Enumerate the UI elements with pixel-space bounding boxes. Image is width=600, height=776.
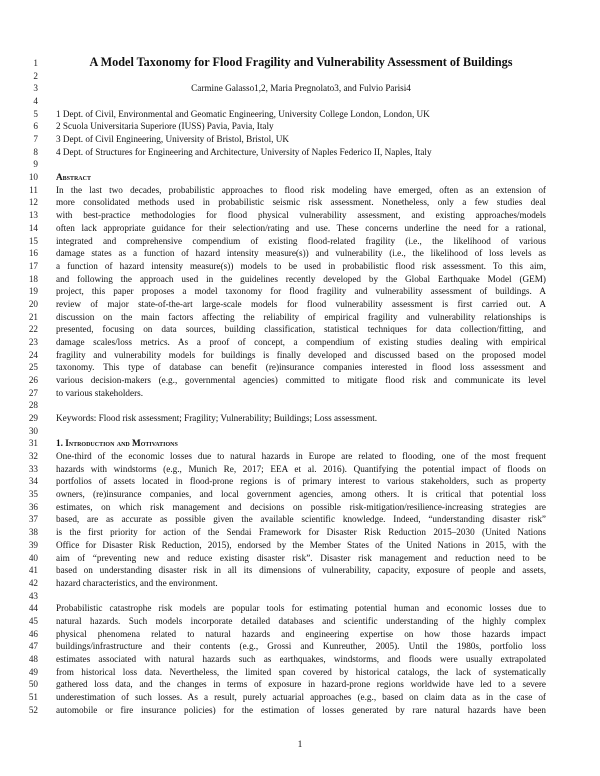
manuscript-line — [0, 564, 600, 576]
line-number: 39 — [28, 539, 38, 550]
section-heading: 1. Introduction and Motivations — [56, 438, 178, 449]
body-text-line: with best-practice methodologies for flood physical vulnerability assessment, and existing approaches/models — [56, 210, 546, 221]
line-number: 50 — [28, 679, 38, 690]
line-number: 22 — [28, 324, 38, 335]
line-number: 37 — [28, 514, 38, 525]
body-text-line: In the last two decades, probabilistic approaches to flood risk modeling have emerged, often as an extension of — [56, 184, 546, 195]
manuscript-line — [0, 222, 600, 234]
manuscript-line — [0, 184, 600, 196]
line-number: 18 — [28, 273, 38, 284]
body-text-line: gathered loss data, and the changes in terms of exposure in hazard-prone regions worldwide have led to a severe — [56, 679, 546, 690]
manuscript-line — [0, 539, 600, 551]
line-number: 13 — [28, 210, 38, 221]
line-number: 34 — [28, 476, 38, 487]
body-text-line: based, are as accurate as possible given the available scientific knowledge. Indeed, “understanding disaster risk” — [56, 514, 546, 525]
body-text-line: natural hazards. Such models incorporate detailed databases and scientific understanding of the highly complex — [56, 615, 546, 626]
manuscript-line — [0, 171, 600, 183]
paper-title: A Model Taxonomy for Flood Fragility and Vulnerability Assessment of Buildings — [89, 55, 513, 69]
body-text-line: 3 Dept. of Civil Engineering, University of Bristol, Bristol, UK — [56, 134, 289, 145]
page-number: 1 — [297, 740, 303, 750]
line-number: 41 — [28, 565, 38, 576]
line-number: 12 — [28, 197, 38, 208]
line-number: 11 — [29, 184, 38, 195]
line-number: 23 — [28, 336, 38, 347]
body-text-line: review of major state-of-the-art large-scale models for flood vulnerability assessment is first carried out. A — [56, 298, 546, 309]
manuscript-line — [0, 526, 600, 538]
body-text-line: 1 Dept. of Civil, Environmental and Geomatic Engineering, University College London, London, UK — [56, 108, 430, 119]
line-number: 43 — [28, 590, 38, 601]
manuscript-line — [0, 704, 600, 716]
manuscript-line — [0, 108, 600, 120]
line-number: 26 — [28, 375, 38, 385]
line-number: 21 — [28, 311, 38, 322]
manuscript-line — [0, 70, 600, 82]
manuscript-line — [0, 273, 600, 285]
manuscript-line — [0, 640, 600, 652]
manuscript-line — [0, 513, 600, 525]
body-text-line: hazards with windstorms (e.g., Munich Re, 2017; EEA et al. 2016). Quantifying the potential impact of floods on — [56, 463, 546, 474]
line-number: 10 — [28, 172, 38, 183]
manuscript-line — [0, 133, 600, 145]
line-number: 36 — [28, 501, 38, 512]
manuscript-line — [0, 425, 600, 437]
body-text-line: integrated and comprehensive compendium of existing flood-related fragility (i.e., the likelihood of various — [56, 235, 546, 246]
line-number: 38 — [28, 527, 38, 538]
manuscript-line — [0, 323, 600, 335]
body-text-line: automobile or fire insurance policies) for the estimation of losses generated by rare natural hazards have been — [56, 704, 546, 715]
body-text-line: to various stakeholders. — [56, 387, 144, 398]
line-number: 25 — [28, 362, 38, 373]
body-text-line: more consolidated methods used in probabilistic seismic risk assessment. Nonetheless, only a few studies deal — [56, 197, 546, 208]
body-text-line: Probabilistic catastrophe risk models are popular tools for estimating potential human and economic losses due to — [56, 603, 546, 614]
manuscript-line — [0, 412, 600, 424]
line-number: 3 — [33, 83, 38, 94]
line-number: 5 — [33, 108, 38, 119]
body-text-line: project, this paper proposes a model taxonomy for flood fragility and vulnerability assessment of buildings. A — [56, 286, 546, 297]
line-number: 7 — [33, 134, 38, 145]
body-text-line: fragility and vulnerability models for buildings is finally developed and discussed based on the proposed model — [56, 349, 546, 360]
body-text-line: damage scales/loss metrics. As a proof of concept, a compendium of existing studies dealing with empirical — [56, 336, 546, 347]
manuscript-line — [0, 678, 600, 690]
manuscript-line — [0, 209, 600, 221]
keywords-line: Keywords: Flood risk assessment; Fragility; Vulnerability; Buildings; Loss assessment. — [56, 413, 378, 424]
manuscript-line — [0, 298, 600, 310]
body-text-line: hazard characteristics, and the environment. — [56, 577, 218, 588]
body-text-line: taxonomy. This type of database can benefit (re)insurance companies interested in flood loss assessment and — [56, 362, 546, 373]
body-text-line: buildings/infrastructure and their contents (e.g., Grossi and Kunreuther, 2005). Until the 1980s, portfolio loss — [56, 641, 546, 652]
manuscript-line — [0, 488, 600, 500]
body-text-line: discussion on the main factors affecting the reliability of empirical fragility and vulnerability relationships is — [56, 311, 546, 322]
manuscript-line — [0, 463, 600, 475]
line-number: 8 — [33, 146, 38, 157]
body-text-line: aim of “preventing new and reduce existing disaster risk”. Disaster risk management and reduction need to be — [56, 552, 546, 563]
manuscript-line — [0, 120, 600, 132]
body-text-line: Office for Disaster Risk Reduction, 2015), endorsed by the Member States of the United Nations in 2015, with the — [56, 539, 546, 550]
line-number: 48 — [28, 653, 38, 664]
author-line: Carmine Galasso1,2, Maria Pregnolato3, and Fulvio Parisi4 — [191, 83, 411, 94]
line-number: 14 — [28, 222, 38, 233]
manuscript-line — [0, 475, 600, 487]
line-number: 2 — [33, 70, 38, 81]
line-number: 46 — [28, 628, 38, 639]
manuscript-line — [0, 615, 600, 627]
line-number: 42 — [28, 577, 38, 588]
line-number: 9 — [33, 159, 38, 170]
body-text-line: estimates associated with natural hazards such as earthquakes, windstorms, and floods were usually extrapolated — [56, 653, 546, 664]
manuscript-line — [0, 450, 600, 462]
body-text-line: is the first priority for action of the Sendai Framework for Disaster Risk Reduction 2015–2030 (United Nations — [56, 527, 546, 538]
manuscript-line — [0, 146, 600, 158]
manuscript-line — [0, 95, 600, 107]
manuscript-line — [0, 285, 600, 297]
manuscript-line — [0, 552, 600, 564]
section-heading: Abstract — [56, 172, 91, 183]
manuscript-line — [0, 399, 600, 411]
body-text-line: various decision-makers (e.g., governmental agencies) committed to mitigate flood risk and communicate its level — [56, 375, 546, 385]
manuscript-line — [0, 361, 600, 373]
body-text-line: and following the approach used in the guidelines recently developed by the Global Earthquake Model (GEM) — [56, 273, 546, 284]
body-text-line: estimates, on which risk management and decisions on possible risk-mitigation/resilience-increasing strategies are — [56, 501, 546, 512]
body-text-line: portfolios of assets located in flood-prone regions is of primary interest to various stakeholders, such as property — [56, 476, 546, 487]
line-number: 40 — [28, 552, 38, 563]
line-number: 4 — [33, 96, 38, 107]
line-number: 16 — [28, 248, 38, 259]
body-text-line: owners, (re)insurance companies, and local government agencies, among others. It is critical that potential loss — [56, 489, 546, 500]
line-number: 52 — [28, 704, 38, 715]
manuscript-line — [0, 577, 600, 589]
body-text-line: 2 Scuola Universitaria Superiore (IUSS) Pavia, Pavia, Italy — [56, 121, 274, 132]
manuscript-line — [0, 336, 600, 348]
manuscript-line — [0, 437, 600, 449]
manuscript-line — [0, 260, 600, 272]
line-number: 29 — [28, 413, 38, 424]
manuscript-line — [0, 602, 600, 614]
line-number: 30 — [28, 425, 38, 436]
line-number: 44 — [28, 603, 38, 614]
body-text-line: physical phenomena related to natural hazards and engineering expertise on how those hazards impact — [56, 628, 546, 639]
body-text-line: 4 Dept. of Structures for Engineering and Architecture, University of Naples Federico II, Naples, Italy — [56, 146, 432, 157]
line-number: 45 — [28, 615, 38, 626]
line-number: 27 — [28, 387, 38, 398]
body-text-line: One-third of the economic losses due to natural hazards in Europe are related to flooding, one of the most frequent — [56, 451, 546, 462]
manuscript-line — [0, 158, 600, 170]
manuscript-line — [0, 374, 600, 386]
body-text-line: based on understanding disaster risk in all its dimensions of vulnerability, capacity, exposure of people and assets, — [56, 565, 546, 576]
line-number: 24 — [28, 349, 38, 360]
body-text-line: underestimation of such losses. As a result, purely actuarial approaches (e.g., based on claim data as in the case of — [56, 692, 546, 702]
body-text-line: presented, focusing on data sources, building classification, statistical techniques for data collection/fitting, and — [56, 324, 546, 335]
manuscript-line — [0, 57, 600, 69]
manuscript-line — [0, 247, 600, 259]
line-number: 49 — [28, 666, 38, 677]
manuscript-line — [0, 196, 600, 208]
body-text-line: from historical loss data. Nevertheless, the limited span covered by historical catalogs, the lack of systematically — [56, 666, 546, 677]
line-number: 35 — [28, 489, 38, 500]
line-number: 6 — [33, 121, 38, 132]
line-number: 19 — [28, 286, 38, 297]
line-number: 31 — [28, 438, 38, 449]
manuscript-line — [0, 653, 600, 665]
line-number: 28 — [28, 400, 38, 411]
body-text-line: often lack appropriate guidance for their selection/rating and use. These concerns underline the need for a rational, — [56, 222, 546, 233]
line-number: 51 — [28, 692, 38, 702]
body-text-line: a function of hazard intensity measure(s)) models to be used in probabilistic flood risk assessment. To this aim, — [56, 260, 546, 271]
manuscript-line — [0, 349, 600, 361]
manuscript-line — [0, 387, 600, 399]
manuscript-line — [0, 666, 600, 678]
manuscript-line — [0, 235, 600, 247]
line-number: 20 — [28, 298, 38, 309]
body-text-line: damage states as a function of hazard intensity measure(s)) and vulnerability (i.e., the likelihood of loss levels as — [56, 248, 546, 259]
manuscript-line — [0, 590, 600, 602]
manuscript-line — [0, 628, 600, 640]
line-number: 1 — [33, 58, 38, 68]
manuscript-line — [0, 691, 600, 703]
line-number: 15 — [28, 235, 38, 246]
line-number: 47 — [28, 641, 38, 652]
manuscript-line — [0, 501, 600, 513]
manuscript-line — [0, 311, 600, 323]
line-number: 32 — [28, 451, 38, 462]
manuscript-line — [0, 82, 600, 94]
line-number: 17 — [28, 260, 38, 271]
line-number: 33 — [28, 463, 38, 474]
